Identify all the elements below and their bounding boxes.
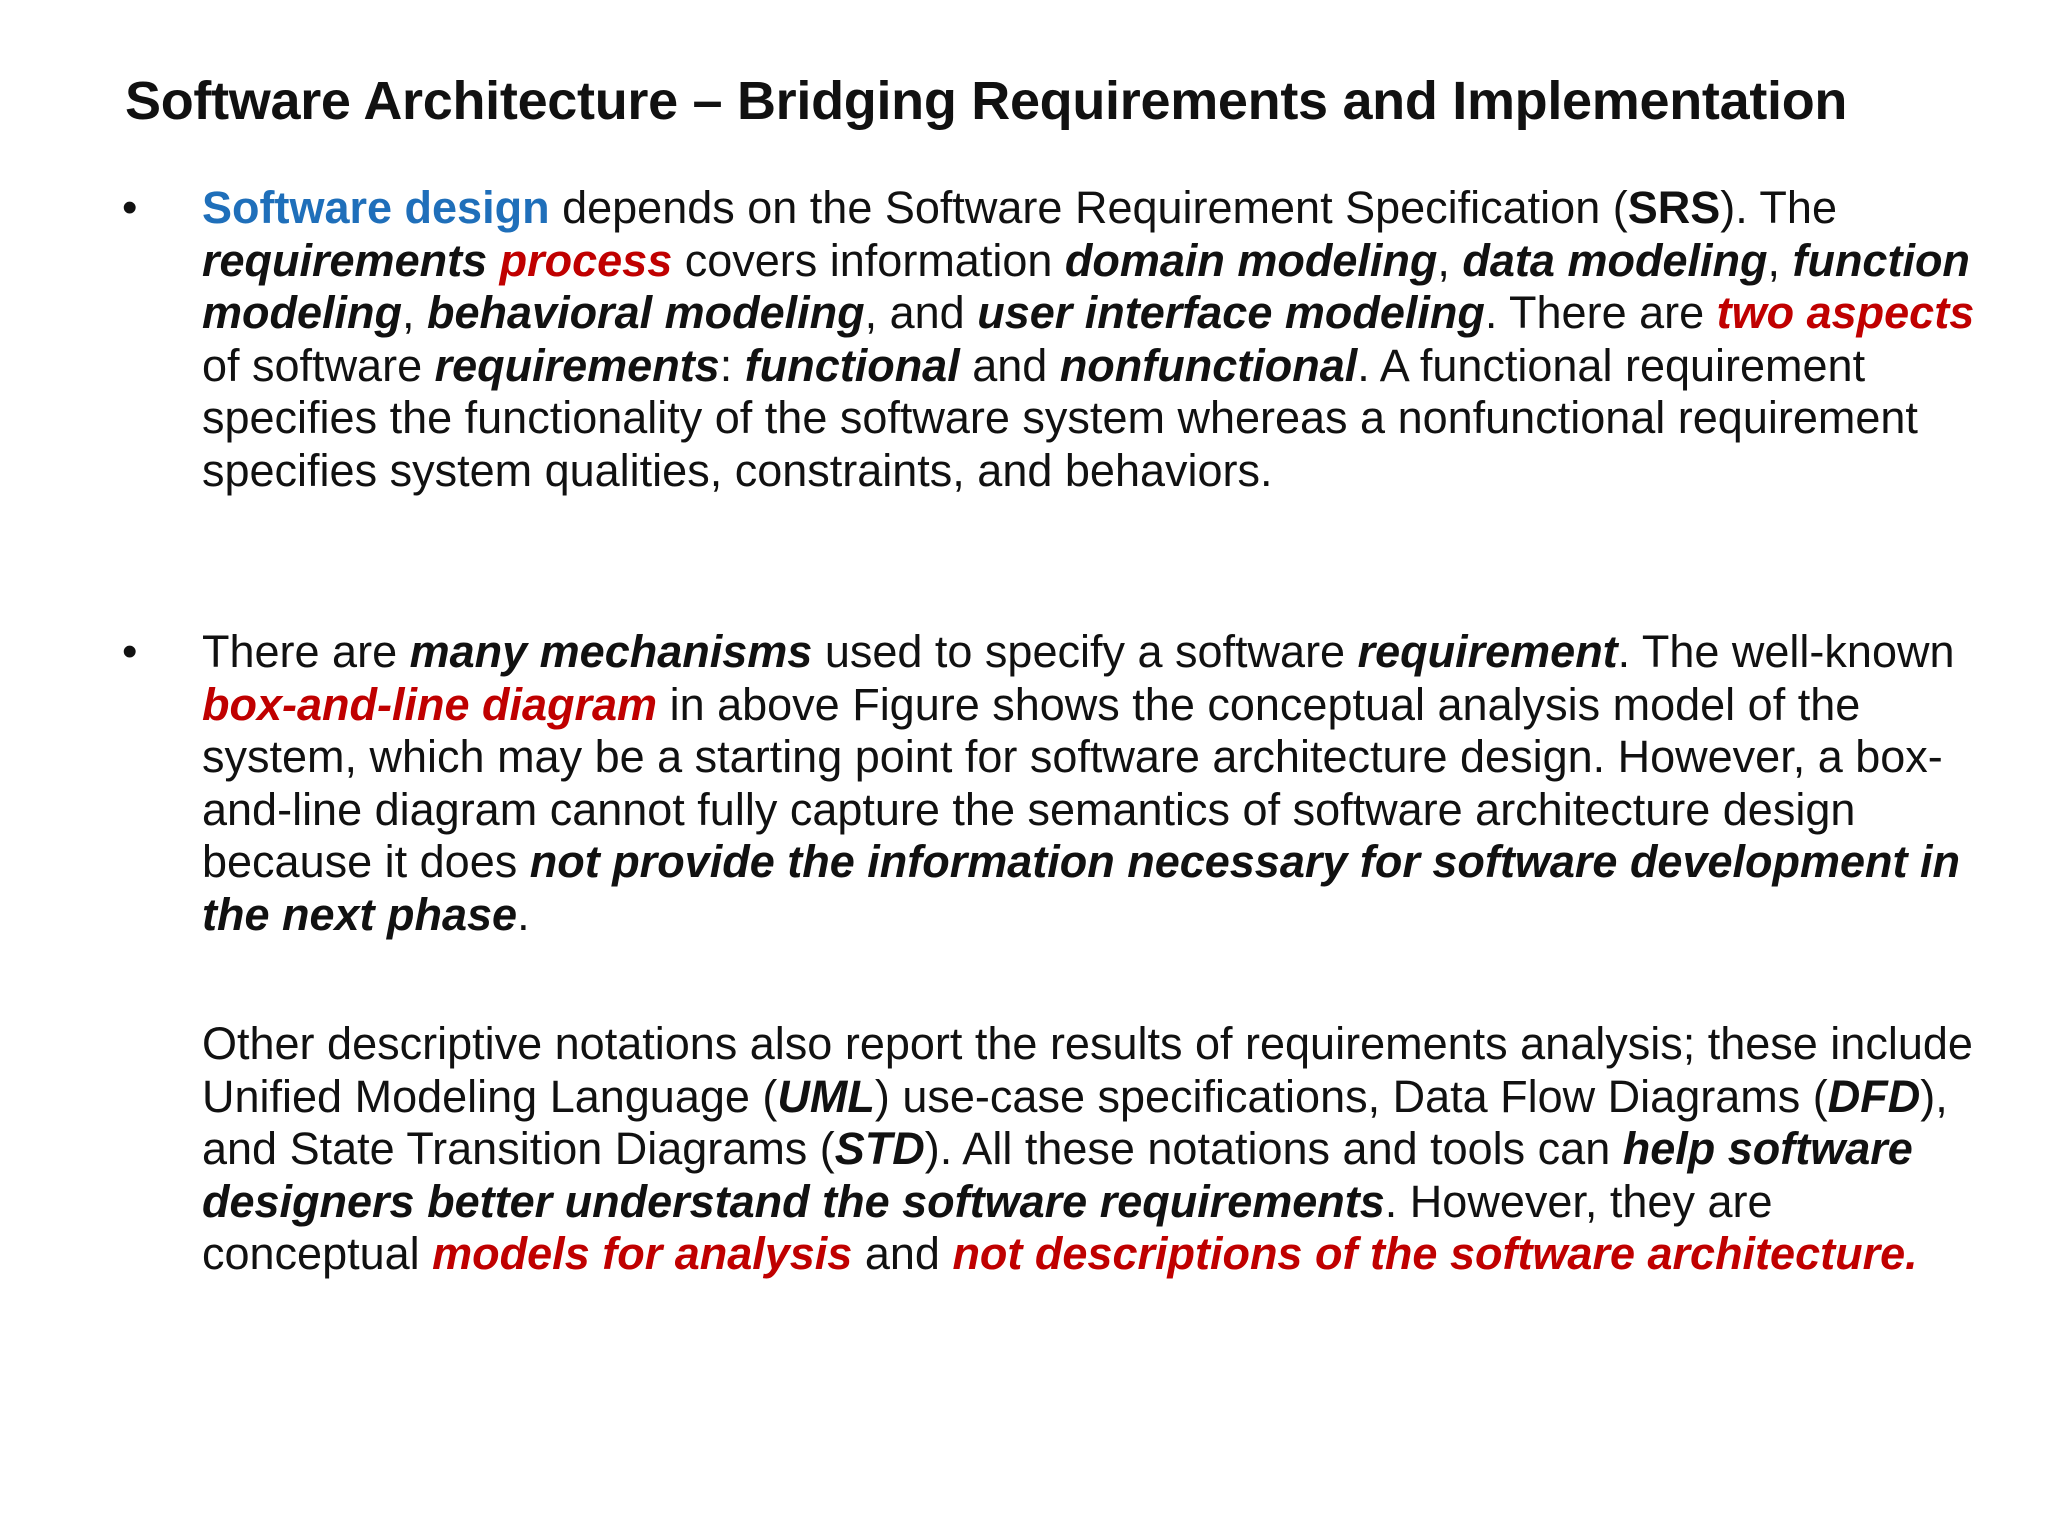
text-run: . However, they are conceptual [202,1175,1773,1280]
bold-italic-term: functional [744,339,960,391]
bold-italic-term: UML [777,1070,875,1122]
bold-term: SRS [1627,182,1721,233]
text-run: Other descriptive notations also report the results of requirements analysis; these include Unified Modeling Language ( [202,1018,1973,1122]
text-run: , [1437,234,1463,286]
bold-italic-term: not provide the information necessary for software development in the next phase [202,836,1961,940]
text-run: ), and State Transition Diagrams ( [202,1070,1948,1175]
text-run: ) use-case specifications, Data Flow Diagrams ( [874,1070,1828,1122]
red-emphasis: models for analysis [432,1228,853,1280]
bold-italic-term: function modeling [202,234,1970,339]
text-run: ). The [1720,182,1837,233]
text-run: : [719,339,745,391]
bold-italic-term: domain modeling [1064,234,1438,286]
bold-italic-term: help software designers better understand the software requirements [202,1123,1913,1227]
text-run [487,235,500,286]
red-emphasis: not descriptions of the software architecture. [952,1228,1918,1280]
bold-italic-term: many mechanisms [409,626,813,677]
bold-italic-term: user interface modeling [977,287,1485,339]
text-run: , [402,287,428,339]
red-emphasis: box-and-line diagram [202,678,658,730]
text-run: . [517,888,530,940]
bold-italic-term: data modeling [1462,234,1768,286]
paragraph-notations [202,1018,1992,1281]
paragraph-text [202,1018,1992,1281]
bold-italic-term: requirements [434,339,720,391]
bold-italic-term: nonfunctional [1059,339,1358,391]
bold-italic-term: behavioral modeling [427,287,865,339]
text-run: depends on the Software Requirement Specification ( [549,182,1628,233]
bullet-item-mechanisms [122,626,1992,942]
text-run: covers information [672,234,1065,286]
text-run: and [959,339,1060,391]
bold-italic-term: requirements [202,234,488,286]
bullet-text [202,182,1992,498]
bold-italic-term: STD [834,1123,925,1175]
text-run: used to specify a software [812,626,1358,677]
text-run: in above Figure shows the conceptual analysis model of the system, which may be a starting point for software architecture design. However, a box-and-line diagram cannot fully capture the semantics of software architecture design because it does [202,678,1943,888]
bullet-text [202,626,1992,942]
text-run: . A functional requirement specifies the functionality of the software system whereas a nonfunctional requirement specifies system qualities, constraints, and behaviors. [202,339,1918,496]
bullet-dot-icon: • [122,183,138,232]
text-run: of software [202,339,435,391]
red-emphasis: process [499,234,673,286]
text-run: ). All these notations and tools can [924,1123,1623,1175]
text-run: , [1767,234,1793,286]
text-run: , and [864,287,978,339]
bullet-dot-icon: • [122,627,138,676]
bold-italic-term: DFD [1827,1070,1921,1122]
text-run: . There are [1484,287,1717,339]
slide-title: Software Architecture – Bridging Requirements and Implementation [125,71,1848,131]
text-run: There are [202,626,410,677]
bold-italic-term: requirement [1357,626,1618,677]
bullet-item-srs [122,182,1992,498]
text-run: and [852,1228,953,1280]
red-emphasis: two aspects [1716,287,1975,339]
highlight-term: Software design [202,182,550,233]
text-run: . The well-known [1617,626,1955,677]
